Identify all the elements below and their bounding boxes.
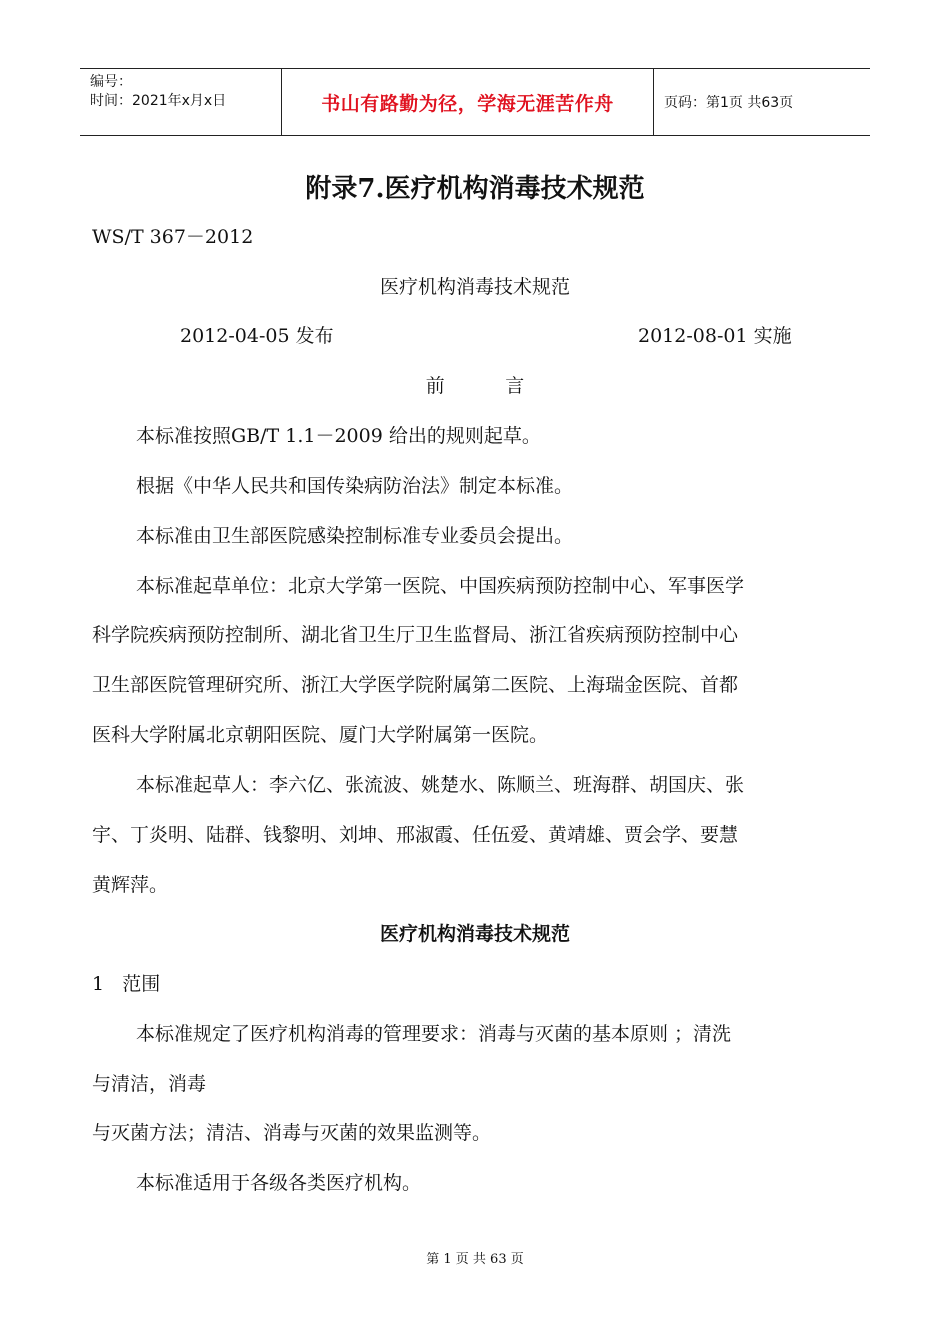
scope-line: 与灭菌方法；清洁、消毒与灭菌的效果监测等。	[92, 1122, 492, 1144]
section-title: 医疗机构消毒技术规范	[379, 923, 570, 945]
header-info-cell	[80, 69, 282, 135]
publish-date: 2012-04-05 发布	[180, 325, 334, 347]
motto-text: 书山有路勤为径，学海无涯苦作舟	[321, 92, 614, 115]
time-label: 时间：2021年x月x日	[90, 93, 227, 109]
number-label: 编号：	[90, 74, 132, 90]
foreword-line: 黄辉萍。	[92, 874, 169, 896]
foreword-line: 卫生部医院管理研究所、浙江大学医学院附属第二医院、上海瑞金医院、首都	[92, 674, 739, 696]
header-page-cell	[654, 69, 870, 135]
foreword-line: 医科大学附属北京朝阳医院、厦门大学附属第一医院。	[92, 724, 549, 746]
standard-code: WS/T 367－2012	[92, 226, 254, 248]
document-title: 附录7.医疗机构消毒技术规范	[305, 174, 645, 204]
foreword-line: 宇、丁炎明、陆群、钱黎明、刘坤、邢淑霞、任伍爱、黄靖雄、贾会学、要慧	[92, 824, 739, 846]
foreword-line: 本标准起草单位：北京大学第一医院、中国疾病预防控制中心、军事医学	[136, 575, 745, 597]
page-label: 页码：第1页 共63页	[664, 95, 794, 111]
foreword-heading: 前 言	[425, 375, 525, 397]
foreword-line: 本标准由卫生部医院感染控制标准专业委员会提出。	[136, 525, 574, 547]
header-motto-cell	[282, 69, 654, 135]
page-footer: 第 1 页 共 63 页	[426, 1252, 524, 1267]
foreword-line: 科学院疾病预防控制所、湖北省卫生厅卫生监督局、浙江省疾病预防控制中心	[92, 624, 739, 646]
foreword-line: 根据《中华人民共和国传染病防治法》制定本标准。	[136, 475, 574, 497]
scope-line: 本标准适用于各级各类医疗机构。	[136, 1172, 422, 1194]
foreword-line: 本标准起草人：李六亿、张流波、姚楚水、陈顺兰、班海群、胡国庆、张	[136, 774, 745, 796]
page-header-table	[80, 68, 870, 136]
scope-heading: 1 范围	[92, 973, 161, 995]
effective-date: 2012-08-01 实施	[638, 325, 792, 347]
standard-subtitle: 医疗机构消毒技术规范	[379, 276, 570, 298]
foreword-line: 本标准按照GB/T 1.1－2009 给出的规则起草。	[136, 425, 541, 447]
scope-line: 本标准规定了医疗机构消毒的管理要求：消毒与灭菌的基本原则 ；清洗	[136, 1023, 732, 1045]
scope-line: 与清洁，消毒	[92, 1073, 207, 1095]
